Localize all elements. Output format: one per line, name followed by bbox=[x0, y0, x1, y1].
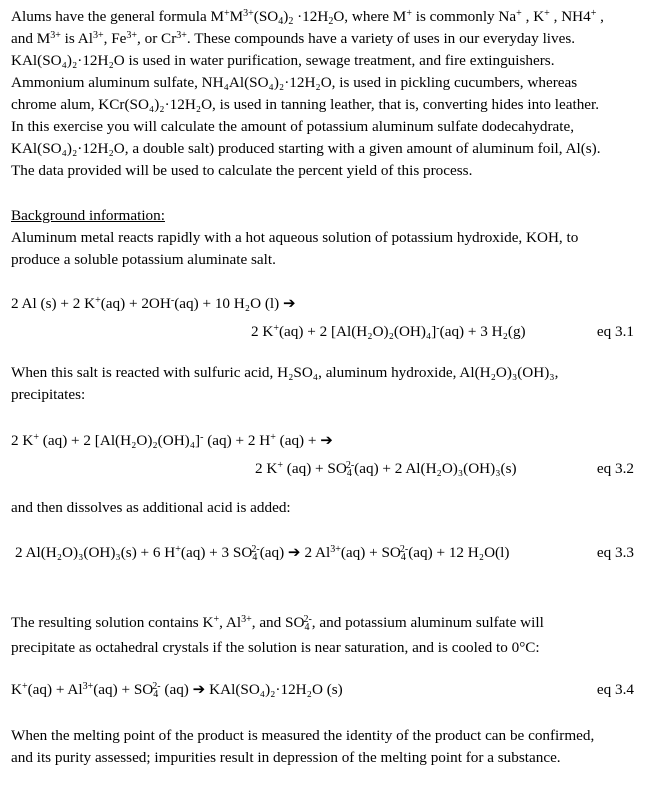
dissolve-text: and then dissolves as additional acid is added: bbox=[11, 499, 291, 516]
eq4-line: $K^+(aq) + Al^{3+}(aq) + SO_4^{2-}$ (aq) ➔ KAl(SO₄)₂·12H₂O (s) bbox=[11, 681, 343, 700]
resulting-line-1: The resulting solution contains K+, $Al^{3+}$, and $SO_4^{2-}$, and potassium aluminum sulfate will bbox=[11, 614, 544, 633]
sulfuric-line-2: precipitates: bbox=[11, 386, 86, 403]
equation-3-1 bbox=[11, 293, 661, 343]
eq-number-3-3: eq 3.3 bbox=[596, 544, 634, 561]
eq-number-3-1: eq 3.1 bbox=[596, 323, 634, 340]
intro-line-6: In this exercise you will calculate the amount of potassium aluminum sulfate dodecahydrate, bbox=[11, 118, 575, 135]
melting-line-2: and its purity assessed; impurities result in depression of the melting point for a substance. bbox=[11, 749, 561, 766]
intro-line-4: Ammonium aluminum sulfate, NH₄Al(SO₄)₂·12H₂O, is used in pickling cucumbers, whereas bbox=[11, 74, 578, 91]
sulfuric-line-1: When this salt is reacted with sulfuric acid, H₂SO₄, aluminum hydroxide, Al(H₂O)₃(OH)₃, bbox=[11, 364, 559, 381]
equation-3-3 bbox=[11, 542, 661, 564]
intro-line-7: KAl(SO₄)₂·12H₂O, a double salt) produced starting with a given amount of aluminum foil, Al(s). bbox=[11, 140, 601, 157]
equation-3-4 bbox=[11, 679, 661, 701]
equation-3-2 bbox=[11, 430, 661, 480]
eq2-line-1: 2 K+ (aq) + 2 [Al(H₂O)₂(OH)₄]- (aq) + 2 H+ (aq) + ➔ bbox=[11, 432, 333, 449]
sulfuric-acid-paragraph bbox=[11, 362, 558, 406]
intro-line-1: Alums have the general formula $M^+M^{3+}(SO_4)_2 \cdot 12H_2O$, where M+ is commonly Na+ , K+ , NH4+ , bbox=[11, 8, 604, 27]
melting-paragraph bbox=[11, 725, 594, 769]
intro-line-3: KAl(SO₄)₂·12H₂O is used in water purification, sewage treatment, and fire extinguishers. bbox=[11, 52, 555, 69]
intro-line-5: chrome alum, KCr(SO₄)₂·12H₂O, is used in tanning leather, that is, converting hides into leather. bbox=[11, 96, 600, 113]
background-heading: Background information: bbox=[11, 207, 165, 224]
resulting-line-2: precipitate as octahedral crystals if the solution is near saturation, and is cooled to 0°C: bbox=[11, 639, 540, 656]
eq1-line-1: 2 Al (s) + 2 K+(aq) + 2OH-(aq) + 10 H₂O (l) ➔ bbox=[11, 295, 296, 312]
eq-number-3-4: eq 3.4 bbox=[596, 681, 634, 698]
eq3-line: 2 Al(H₂O)₃(OH)₃(s) + 6 H+(aq) + 3 $SO_4^{2-}(aq)$ ➔ 2 $Al^{3+}(aq) + SO_4^{2-}(aq) + 12$ H₂O(l) bbox=[15, 544, 510, 563]
melting-line-1: When the melting point of the product is measured the identity of the product can be confirmed, bbox=[11, 727, 595, 744]
background-line-1: Aluminum metal reacts rapidly with a hot aqueous solution of potassium hydroxide, KOH, to bbox=[11, 229, 579, 246]
eq1-line-2: 2 K+(aq) + 2 [Al(H₂O)₂(OH)₄]-(aq) + 3 H₂(g) bbox=[251, 323, 526, 340]
resulting-paragraph bbox=[11, 612, 544, 659]
intro-paragraph bbox=[11, 6, 604, 182]
background-line-2: produce a soluble potassium aluminate salt. bbox=[11, 251, 276, 268]
eq2-line-2: 2 K+ $(aq) + SO_4^{2-}(aq) + 2$ Al(H₂O)₃(OH)₃(s) bbox=[255, 460, 517, 479]
intro-line-2: and $M^{3+}$ is $Al^{3+}$, $Fe^{3+}$, or $Cr^{3+}$. These compounds have a variety of uses in our everyday lives. bbox=[11, 30, 576, 47]
intro-line-8: The data provided will be used to calculate the percent yield of this process. bbox=[11, 162, 473, 179]
background-section bbox=[11, 205, 578, 271]
eq-number-3-2: eq 3.2 bbox=[596, 460, 634, 477]
